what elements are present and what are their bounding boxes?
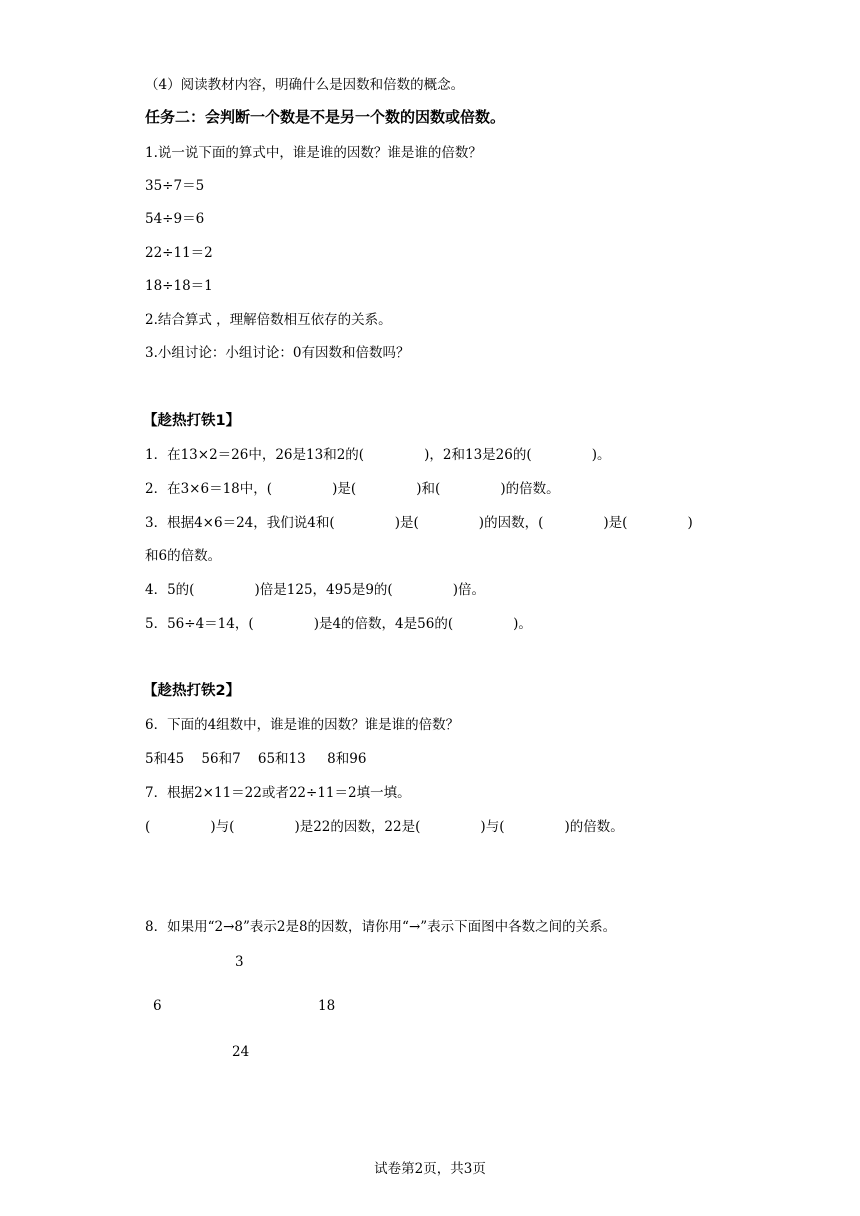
exercise-2: 2．在3×6＝18中，( )是( )和( )的倍数。 [145,481,560,497]
question-2: 2.结合算式 ，理解倍数相互依存的关系。 [145,312,392,328]
diagram-node-6: 6 [153,998,162,1014]
exercise-3-line-1: 3．根据4×6＝24，我们说4和( )是( )的因数，( )是( ) [145,515,693,531]
diagram-node-3: 3 [235,954,244,970]
section-heading-1: 【趁热打铁1】 [143,413,241,429]
diagram-node-24: 24 [232,1044,250,1060]
question-1: 1.说一说下面的算式中，谁是谁的因数？谁是谁的倍数？ [145,145,482,161]
exercise-1: 1．在13×2＝26中，26是13和2的( )，2和13是26的( )。 [145,447,611,463]
section-heading-2: 【趁热打铁2】 [143,683,241,699]
page-footer: 试卷第2页，共3页 [374,1161,486,1177]
equation-1: 35÷7＝5 [145,178,205,194]
text-line-read-textbook: （4）阅读教材内容，明确什么是因数和倍数的概念。 [145,77,465,93]
exercise-3-line-2: 和6的倍数。 [145,548,222,564]
exercise-4: 4．5的( )倍是125，495是9的( )倍。 [145,582,486,598]
exercise-7-fill: ( )与( )是22的因数，22是( )与( )的倍数。 [145,819,624,835]
exercise-8: 8．如果用“2→8”表示2是8的因数，请你用“→”表示下面图中各数之间的关系。 [145,919,617,935]
diagram-node-18: 18 [318,998,336,1014]
exercise-6: 6．下面的4组数中，谁是谁的因数？谁是谁的倍数？ [145,717,460,733]
exercise-5: 5．56÷4＝14，( )是4的倍数，4是56的( )。 [145,616,532,632]
equation-2: 54÷9＝6 [145,211,205,227]
equation-4: 18÷18＝1 [145,278,213,294]
exercise-7: 7．根据2×11＝22或者22÷11＝2填一填。 [145,785,411,801]
equation-3: 22÷11＝2 [145,245,213,261]
question-3: 3.小组讨论：小组讨论：0有因数和倍数吗？ [145,345,410,361]
task2-heading: 任务二：会判断一个数是不是另一个数的因数或倍数。 [145,108,506,126]
exercise-6-groups: 5和45 56和7 65和13 8和96 [145,751,367,767]
